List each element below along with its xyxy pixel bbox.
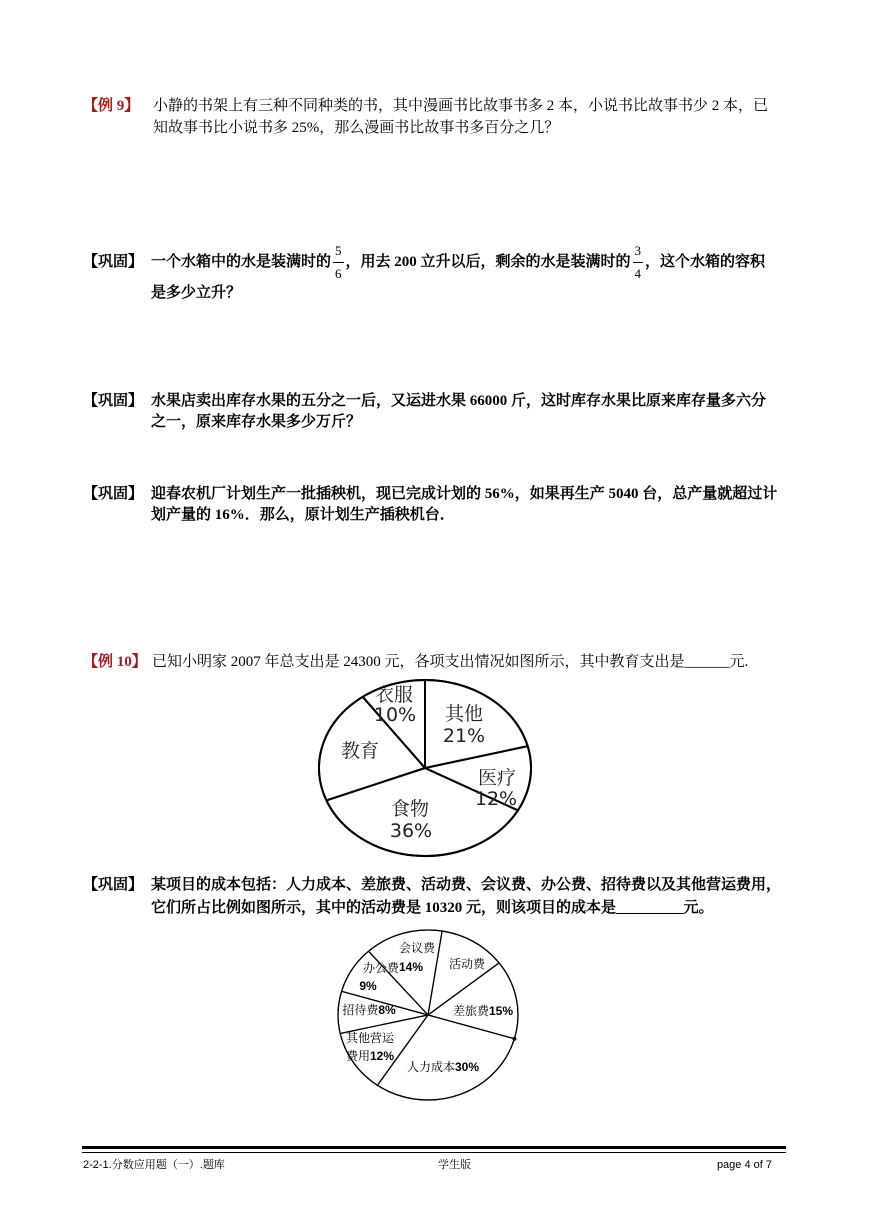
- practice-label: 【巩固】: [83, 877, 144, 893]
- fraction-numerator: 3: [633, 240, 644, 263]
- fraction: [333, 240, 344, 285]
- question-text-line: 是多少立升？: [151, 285, 242, 301]
- pie-slice-name: 人力成本: [406, 1060, 455, 1074]
- pie-slice-name: 差旅费: [452, 1004, 489, 1018]
- question-text-line: 某项目的成本包括：人力成本、差旅费、活动费、会议费、办公费、招待费以及其他营运费用，: [151, 877, 782, 893]
- fraction-numerator: 5: [333, 240, 344, 263]
- fraction-denominator: 6: [335, 265, 342, 281]
- footer-rule-thin: [82, 1152, 786, 1153]
- pie-slice-percent: 14%: [398, 960, 424, 974]
- pie-slice-label-line-2: [346, 1048, 394, 1063]
- pie-slice-label: [407, 1059, 479, 1074]
- pie-slice-percent: 9%: [359, 979, 377, 993]
- pie-slice-percent: 8%: [378, 1003, 396, 1017]
- example-label: 【例 10】: [83, 654, 147, 670]
- question-text-line: 划产量的 16%．那么，原计划生产插秧机台．: [151, 507, 455, 523]
- pie-slice-percent: 12%: [369, 1049, 395, 1063]
- question-text-line: 小静的书架上有三种不同种类的书，其中漫画书比故事书多 2 本，小说书比故事书少 2 本，已: [153, 98, 769, 114]
- pie-slice-name: 医疗: [477, 767, 517, 789]
- family-expense-pie-chart: [310, 672, 550, 868]
- pie-slice-name: 其他: [444, 703, 484, 725]
- footer-page-number: page 4 of 7: [716, 1159, 772, 1171]
- pie-slice-label: [453, 1003, 513, 1018]
- question-text-line: 迎春农机厂计划生产一批插秧机，现已完成计划的 56%，如果再生产 5040 台，总产量就超过计: [151, 486, 778, 502]
- question-text-segment: ，用去 200 立升以后，剩余的水是装满时的: [345, 254, 631, 270]
- question-text-line: [151, 239, 765, 285]
- pie-slice-percent: 15%: [488, 1004, 514, 1018]
- pie-slice-percent: 12%: [474, 788, 518, 810]
- pie-slice-name: 教育: [340, 740, 380, 762]
- question-text-line: 已知小明家 2007 年总支出是 24300 元，各项支出情况如图所示，其中教育支出是______元.: [152, 654, 749, 670]
- fraction-denominator: 4: [634, 265, 642, 281]
- pie-point-marker: [512, 1037, 516, 1041]
- example-label: 【例 9】: [83, 98, 140, 114]
- pie-slice-name: 衣服: [374, 684, 414, 706]
- question-text-segment: 一个水箱中的水是装满时的: [151, 254, 332, 270]
- practice-label: 【巩固】: [83, 254, 144, 270]
- question-text-line: 知故事书比小说书多 25%，那么漫画书比故事书多百分之几？: [153, 120, 560, 136]
- question-text-segment: ，这个水箱的容积: [645, 254, 766, 270]
- pie-slice-name: 招待费: [342, 1003, 379, 1017]
- question-text-line: 水果店卖出库存水果的五分之一后，又运进水果 66000 斤，这时库存水果比原来库存量多六分: [151, 393, 767, 409]
- pie-slice-percent: 36%: [389, 820, 433, 842]
- pie-slice-name-line-2: 费用: [345, 1049, 370, 1063]
- project-cost-pie-chart: [330, 922, 530, 1108]
- fraction: [633, 240, 644, 285]
- pie-slice-percent: 10%: [373, 704, 417, 726]
- pie-slice-name: 活动费: [448, 957, 486, 971]
- question-text-line: 之一，原来库存水果多少万斤？: [151, 414, 362, 430]
- question-text-line: 它们所占比例如图所示，其中的活动费是 10320 元，则该项目的成本是_________元。: [151, 900, 714, 916]
- pie-slice-name: 食物: [390, 798, 430, 820]
- footer-edition: 学生版: [438, 1159, 471, 1171]
- pie-slice-label: [342, 1002, 396, 1017]
- pie-slice-name-line-1: 其他营运: [345, 1031, 395, 1045]
- pie-slice-name: 办公费: [362, 961, 400, 975]
- pie-slice: [428, 931, 499, 1015]
- pie-slice-percent: 21%: [442, 725, 486, 747]
- footer-rule-thick: [82, 1146, 786, 1149]
- pie-slice-name: 会议费: [398, 941, 436, 955]
- footer-document-title: 2-2-1.分数应用题（一）.题库: [83, 1159, 225, 1171]
- practice-label: 【巩固】: [83, 486, 144, 502]
- pie-slice-percent: 30%: [454, 1060, 480, 1074]
- practice-label: 【巩固】: [83, 393, 144, 409]
